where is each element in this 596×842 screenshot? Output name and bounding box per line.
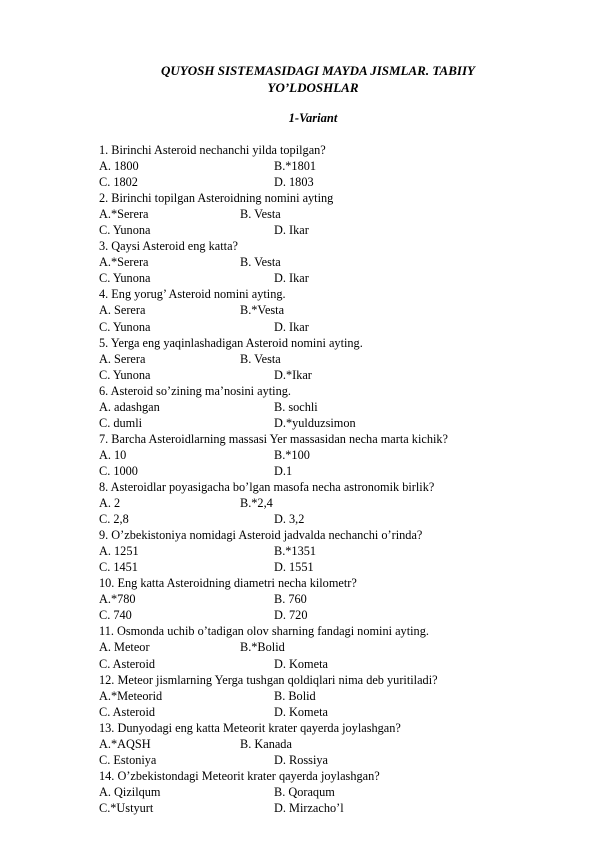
- answer-option-c: C. 2,8: [99, 512, 129, 527]
- question-item: [99, 142, 579, 190]
- answer-row: [99, 688, 579, 704]
- answer-row: [99, 736, 579, 752]
- answer-option-a: A.*Serera: [99, 255, 149, 270]
- answer-row: [99, 158, 579, 174]
- answer-option-d: D. 1803: [274, 175, 314, 190]
- answer-option-a: A. 2: [99, 496, 121, 511]
- question-text: 11. Osmonda uchib o’tadigan olov sharning fandagi nomini ayting.: [99, 624, 429, 639]
- question-text: 10. Eng katta Asteroidning diametri necha kilometr?: [99, 576, 357, 591]
- question-item: [99, 286, 579, 334]
- variant-heading: 1-Variant: [288, 111, 338, 125]
- answer-row: [99, 704, 579, 720]
- answer-option-b: B.*Bolid: [240, 640, 285, 655]
- question-item: [99, 575, 579, 623]
- answer-option-a: A. adashgan: [99, 399, 160, 414]
- answer-option-c: C. Yunona: [99, 319, 151, 334]
- title-line-1: QUYOSH SISTEMASIDAGI MAYDA JISMLAR. TABIIY: [161, 63, 475, 78]
- question-item: [99, 672, 579, 720]
- answer-row: [99, 559, 579, 575]
- answer-option-d: D. Kometa: [274, 704, 328, 719]
- answer-option-a: A. Serera: [99, 303, 146, 318]
- answer-option-c: C. Estoniya: [99, 752, 157, 767]
- question-text: 13. Dunyodagi eng katta Meteorit krater qayerda joylashgan?: [99, 720, 401, 735]
- answer-option-d: D. Ikar: [274, 319, 309, 334]
- answer-option-d: D. Mirzacho’l: [274, 800, 344, 815]
- answer-option-c: C. 740: [99, 608, 132, 623]
- answer-option-a: A.*Serera: [99, 207, 149, 222]
- question-list: [99, 142, 579, 816]
- answer-option-b: B. Vesta: [240, 255, 281, 270]
- answer-option-d: D. Kometa: [274, 656, 328, 671]
- question-item: [99, 623, 579, 671]
- answer-option-b: B.*2,4: [240, 496, 273, 511]
- answer-option-b: B. Qoraqum: [274, 784, 335, 799]
- answer-option-b: B.*100: [274, 447, 310, 462]
- answer-row: [99, 174, 579, 190]
- question-item: [99, 238, 579, 286]
- question-text: 8. Asteroidlar poyasigacha bo’lgan masofa necha astronomik birlik?: [99, 479, 435, 494]
- question-item: [99, 383, 579, 431]
- answer-option-c: C. Yunona: [99, 271, 151, 286]
- answer-option-d: D. Ikar: [274, 271, 309, 286]
- question-item: [99, 479, 579, 527]
- answer-row: [99, 222, 579, 238]
- answer-row: [99, 367, 579, 383]
- answer-row: [99, 752, 579, 768]
- answer-row: [99, 447, 579, 463]
- answer-row: [99, 591, 579, 607]
- answer-row: [99, 784, 579, 800]
- page-title: [0, 62, 596, 96]
- answer-option-a: A. Serera: [99, 351, 146, 366]
- answer-option-b: B. Kanada: [240, 736, 292, 751]
- answer-row: [99, 511, 579, 527]
- answer-option-d: D. 3,2: [274, 512, 305, 527]
- answer-option-d: D. 720: [274, 608, 308, 623]
- question-text: 4. Eng yorug’ Asteroid nomini ayting.: [99, 287, 286, 302]
- question-item: [99, 335, 579, 383]
- answer-option-a: A. 1800: [99, 159, 139, 174]
- answer-option-c: C. 1000: [99, 463, 138, 478]
- answer-row: [99, 495, 579, 511]
- answer-option-d: D.1: [274, 463, 293, 478]
- question-item: [99, 720, 579, 768]
- answer-option-b: B. sochli: [274, 399, 318, 414]
- answer-option-d: D. Rossiya: [274, 752, 328, 767]
- answer-row: [99, 302, 579, 318]
- answer-row: [99, 543, 579, 559]
- question-item: [99, 190, 579, 238]
- question-text: 9. O’zbekistoniya nomidagi Asteroid jadvalda nechanchi o’rinda?: [99, 528, 423, 543]
- question-text: 3. Qaysi Asteroid eng katta?: [99, 239, 238, 254]
- question-text: 5. Yerga eng yaqinlashadigan Asteroid nomini ayting.: [99, 335, 363, 350]
- answer-option-c: C. 1802: [99, 175, 138, 190]
- question-text: 2. Birinchi topilgan Asteroidning nomini ayting: [99, 191, 334, 206]
- answer-row: [99, 607, 579, 623]
- answer-option-a: A. 1251: [99, 544, 139, 559]
- answer-row: [99, 399, 579, 415]
- answer-option-d: D. 1551: [274, 560, 314, 575]
- answer-row: [99, 463, 579, 479]
- answer-row: [99, 270, 579, 286]
- question-text: 14. O’zbekistondagi Meteorit krater qayerda joylashgan?: [99, 768, 380, 783]
- question-item: [99, 431, 579, 479]
- answer-option-c: C. 1451: [99, 560, 138, 575]
- answer-option-a: A. 10: [99, 447, 127, 462]
- answer-row: [99, 351, 579, 367]
- answer-row: [99, 319, 579, 335]
- answer-option-b: B. 760: [274, 592, 307, 607]
- answer-option-c: C.*Ustyurt: [99, 800, 154, 815]
- answer-option-b: B.*Vesta: [240, 303, 285, 318]
- answer-row: [99, 415, 579, 431]
- answer-option-a: A.*Meteorid: [99, 688, 163, 703]
- question-item: [99, 527, 579, 575]
- question-item: [99, 768, 579, 816]
- answer-option-a: A.*780: [99, 592, 136, 607]
- answer-option-b: B.*1801: [274, 159, 317, 174]
- answer-option-d: D.*Ikar: [274, 367, 312, 382]
- answer-option-b: B. Bolid: [274, 688, 316, 703]
- answer-row: [99, 656, 579, 672]
- answer-option-c: C. Yunona: [99, 367, 151, 382]
- answer-row: [99, 206, 579, 222]
- answer-row: [99, 800, 579, 816]
- answer-row: [99, 639, 579, 655]
- answer-option-c: C. dumli: [99, 415, 143, 430]
- answer-option-b: B. Vesta: [240, 351, 281, 366]
- answer-option-b: B. Vesta: [240, 207, 281, 222]
- answer-option-a: A. Meteor: [99, 640, 150, 655]
- title-line-2: YO’LDOSHLAR: [267, 80, 359, 95]
- answer-option-d: D. Ikar: [274, 223, 309, 238]
- answer-option-a: A. Qizilqum: [99, 784, 161, 799]
- question-text: 6. Asteroid so’zining ma’nosini ayting.: [99, 383, 291, 398]
- question-text: 7. Barcha Asteroidlarning massasi Yer massasidan necha marta kichik?: [99, 431, 449, 446]
- question-text: 12. Meteor jismlarning Yerga tushgan qoldiqlari nima deb yuritiladi?: [99, 672, 438, 687]
- answer-option-c: C. Yunona: [99, 223, 151, 238]
- answer-option-c: C. Asteroid: [99, 704, 156, 719]
- answer-option-b: B.*1351: [274, 544, 317, 559]
- answer-option-c: C. Asteroid: [99, 656, 156, 671]
- question-text: 1. Birinchi Asteroid nechanchi yilda topilgan?: [99, 143, 326, 157]
- answer-row: [99, 254, 579, 270]
- answer-option-a: A.*AQSH: [99, 736, 151, 751]
- answer-option-d: D.*yulduzsimon: [274, 415, 356, 430]
